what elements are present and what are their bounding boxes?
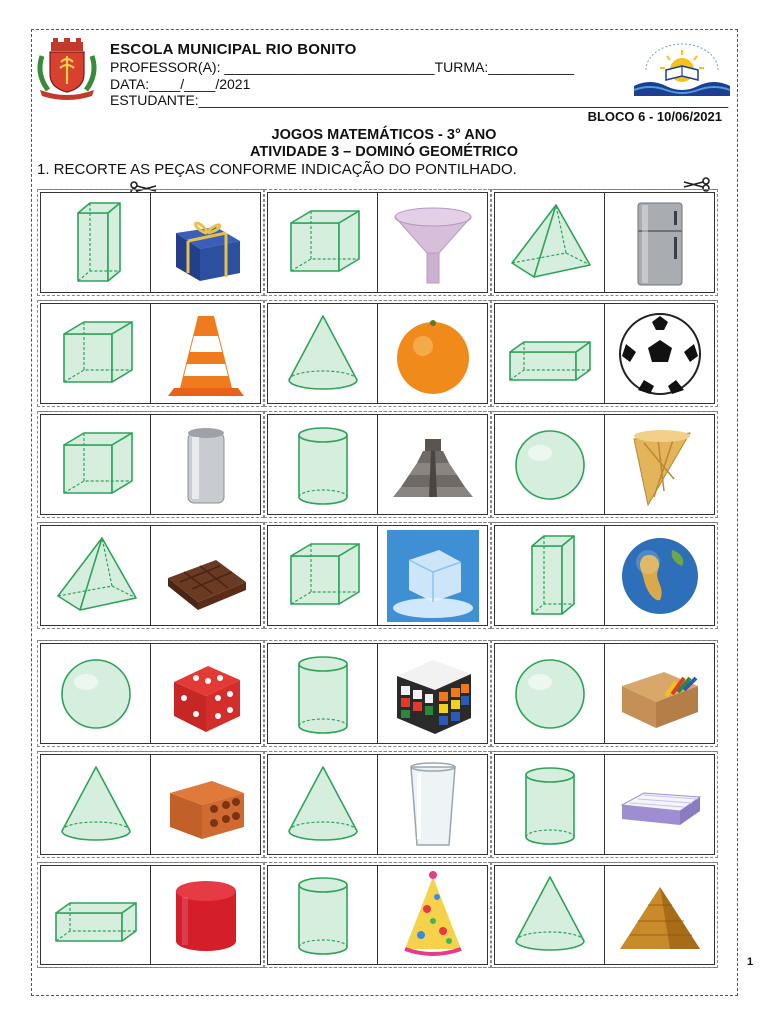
domino-piece[interactable] (267, 414, 488, 515)
object-image-soda-can (150, 415, 260, 514)
cone-icon (50, 759, 142, 851)
drinking-glass-icon (387, 759, 479, 851)
object-image-dice (150, 644, 260, 743)
domino-row (40, 640, 716, 746)
geometric-shape-cylinder (268, 415, 377, 514)
cube-icon (277, 197, 369, 289)
object-image-mayan-pyramid (377, 415, 487, 514)
traffic-cone-icon (160, 308, 252, 400)
domino-piece[interactable] (267, 754, 488, 855)
sphere-icon (50, 648, 142, 740)
geometric-shape-cube (41, 415, 150, 514)
domino-row (40, 862, 716, 968)
geometric-shape-cylinder (268, 644, 377, 743)
domino-piece[interactable] (494, 303, 715, 404)
soccer-ball-icon (614, 308, 706, 400)
geometric-shape-cylinder (495, 755, 604, 854)
mattress-icon (614, 759, 706, 851)
geometric-shape-sphere (495, 415, 604, 514)
domino-grid (40, 189, 716, 973)
object-image-egyptian-pyramid (604, 866, 714, 964)
cube-icon (50, 419, 142, 511)
cone-icon (277, 308, 369, 400)
domino-piece[interactable] (40, 643, 261, 744)
object-image-chocolate-bar (150, 526, 260, 625)
party-hat-icon (387, 869, 479, 961)
rect-prism-tall-icon (504, 530, 596, 622)
object-image-party-hat (377, 866, 487, 964)
cylinder-icon (504, 759, 596, 851)
domino-piece[interactable] (40, 414, 261, 515)
cylinder-icon (277, 419, 369, 511)
rect-prism-tall-icon (50, 197, 142, 289)
activity-subtitle: ATIVIDADE 3 – DOMINÓ GEOMÉTRICO (249, 144, 518, 160)
domino-piece[interactable] (267, 525, 488, 626)
domino-piece[interactable] (267, 192, 488, 293)
domino-row (40, 522, 716, 628)
cube-icon (277, 530, 369, 622)
cube-icon (50, 308, 142, 400)
domino-piece[interactable] (40, 192, 261, 293)
object-image-ice-cream-cone (604, 415, 714, 514)
geometric-shape-cube (41, 304, 150, 403)
soda-can-icon (160, 419, 252, 511)
object-image-brick (150, 755, 260, 854)
geometric-shape-cone (495, 866, 604, 964)
red-pouf-icon (160, 869, 252, 961)
municipal-crest-logo (34, 34, 100, 100)
pyramid-icon (50, 530, 142, 622)
rect-prism-flat-icon (504, 308, 596, 400)
domino-piece[interactable] (40, 303, 261, 404)
geometric-shape-pyramid (495, 193, 604, 292)
mayan-pyramid-icon (387, 419, 479, 511)
dice-icon (160, 648, 252, 740)
object-image-mattress (604, 755, 714, 854)
object-image-traffic-cone (150, 304, 260, 403)
domino-piece[interactable] (267, 865, 488, 965)
bloco-date: BLOCO 6 - 10/06/2021 (587, 109, 722, 124)
ice-cube-icon (387, 530, 479, 622)
domino-piece[interactable] (494, 643, 715, 744)
object-image-globe (604, 526, 714, 625)
object-image-funnel (377, 193, 487, 292)
domino-piece[interactable] (494, 525, 715, 626)
domino-piece[interactable] (267, 643, 488, 744)
domino-piece[interactable] (40, 865, 261, 965)
object-image-rubiks-cube (377, 644, 487, 743)
activity-title: JOGOS MATEMÁTICOS - 3° ANO (271, 127, 497, 143)
domino-piece[interactable] (494, 414, 715, 515)
object-image-drinking-glass (377, 755, 487, 854)
cone-icon (277, 759, 369, 851)
domino-piece[interactable] (40, 754, 261, 855)
object-image-gift-box (150, 193, 260, 292)
refrigerator-icon (614, 197, 706, 289)
geometric-shape-cylinder (268, 866, 377, 964)
geometric-shape-rect-prism-flat (41, 866, 150, 964)
domino-piece[interactable] (267, 303, 488, 404)
cone-icon (504, 869, 596, 961)
domino-row (40, 189, 716, 295)
geometric-shape-sphere (495, 644, 604, 743)
domino-row (40, 411, 716, 517)
geometric-shape-sphere (41, 644, 150, 743)
pyramid-icon (504, 197, 596, 289)
geometric-shape-cube (268, 193, 377, 292)
rubiks-cube-icon (387, 648, 479, 740)
domino-row (40, 751, 716, 857)
funnel-icon (387, 197, 479, 289)
geometric-shape-cube (268, 526, 377, 625)
school-logo (630, 40, 734, 100)
object-image-soccer-ball (604, 304, 714, 403)
geometric-shape-pyramid (41, 526, 150, 625)
object-image-red-pouf (150, 866, 260, 964)
globe-icon (614, 530, 706, 622)
geometric-shape-cone (268, 755, 377, 854)
object-image-refrigerator (604, 193, 714, 292)
professor-class-line: PROFESSOR(A): ___________________________TURMA:___________ (110, 59, 574, 75)
geometric-shape-rect-prism-flat (495, 304, 604, 403)
object-image-orange (377, 304, 487, 403)
geometric-shape-cone (41, 755, 150, 854)
domino-piece[interactable] (494, 754, 715, 855)
object-image-crayon-box (604, 644, 714, 743)
geometric-shape-rect-prism-tall (495, 526, 604, 625)
page-number: 1 (747, 956, 754, 968)
ice-cream-cone-icon (614, 419, 706, 511)
domino-piece[interactable] (494, 192, 715, 293)
domino-row (40, 300, 716, 406)
student-line: ESTUDANTE:____________________________________________________________________ (110, 92, 729, 108)
geometric-shape-cone (268, 304, 377, 403)
egyptian-pyramid-icon (614, 869, 706, 961)
instruction-text: 1. RECORTE AS PEÇAS CONFORME INDICAÇÃO DO PONTILHADO. (37, 161, 517, 178)
rect-prism-flat-icon (50, 869, 142, 961)
gift-box-icon (160, 197, 252, 289)
date-line: DATA:____/____/2021 (110, 76, 251, 92)
object-image-ice-cube (377, 526, 487, 625)
cylinder-icon (277, 869, 369, 961)
cylinder-icon (277, 648, 369, 740)
domino-piece[interactable] (494, 865, 715, 965)
domino-piece[interactable] (40, 525, 261, 626)
crayon-box-icon (614, 648, 706, 740)
chocolate-bar-icon (160, 530, 252, 622)
geometric-shape-rect-prism-tall (41, 193, 150, 292)
school-name: ESCOLA MUNICIPAL RIO BONITO (110, 41, 357, 58)
brick-icon (160, 759, 252, 851)
sphere-icon (504, 648, 596, 740)
sphere-icon (504, 419, 596, 511)
orange-icon (387, 308, 479, 400)
